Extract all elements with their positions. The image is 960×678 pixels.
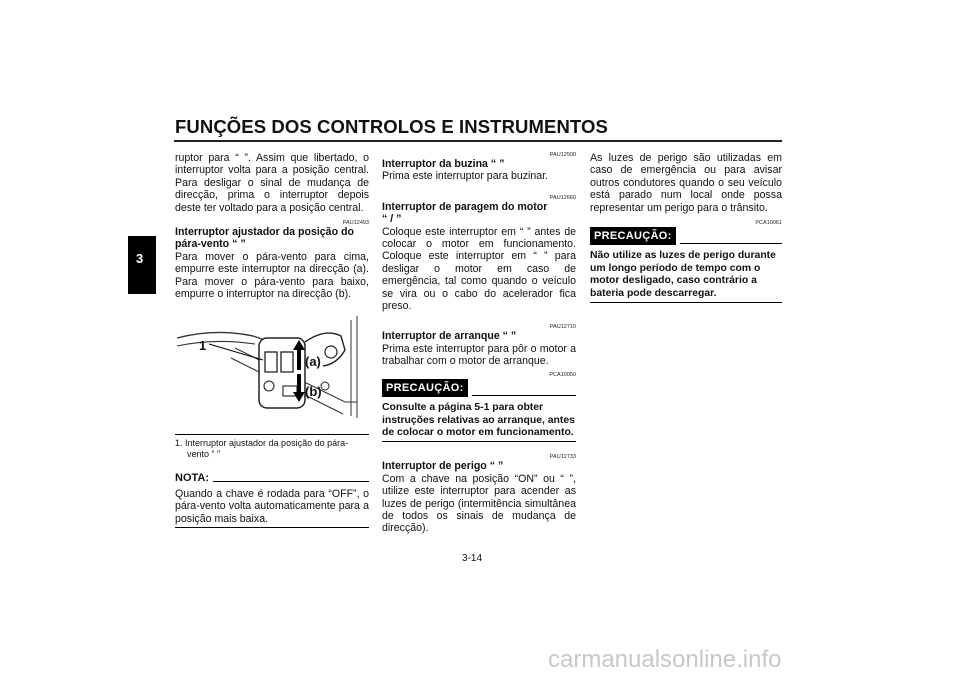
nota-header bbox=[175, 472, 369, 484]
hazard-switch-text: Com a chave na posição “ON” ou “ ”, utilize este interruptor para acender as luzes de perigo (intermitência simultânea de todos os sinais de mudança de direcção). bbox=[382, 472, 576, 535]
start-switch-text: Prima este interruptor para pôr o motor a trabalhar com o motor de arranque. bbox=[382, 342, 576, 368]
section-code: PAU12500 bbox=[549, 152, 576, 158]
figure-callout-1: 1 bbox=[199, 337, 207, 353]
hazard-lights-text: As luzes de perigo são utilizadas em caso de emergência ou para avisar outros condutores quando o seu veículo está parado num local onde possa representar um perigo para o trânsito. bbox=[590, 152, 782, 214]
section-code: PAU12710 bbox=[549, 324, 576, 331]
caution-header bbox=[382, 379, 576, 397]
caution-text: Não utilize as luzes de perigo durante um longo período de tempo com o motor desligado, caso contrário a bateria pode descarregar. bbox=[590, 250, 776, 299]
caution-label: PRECAUÇÃO: bbox=[590, 227, 676, 245]
section-code: PCA10050 bbox=[549, 371, 576, 378]
windshield-switch-heading: Interruptor ajustador da posição do pára-vento “ ” bbox=[175, 226, 354, 251]
caution-end-rule bbox=[382, 441, 576, 442]
column-2 bbox=[382, 152, 576, 535]
nota-rule bbox=[213, 481, 369, 482]
windshield-switch-text: Para mover o pára-vento para cima, empurre este interruptor na direcção (a). Para mover o pára-vento para baixo, empurre o interruptor na direcção (b). bbox=[175, 250, 369, 301]
title-rule bbox=[174, 140, 782, 142]
section-code: PCA10061 bbox=[755, 220, 782, 227]
start-switch-heading: Interruptor de arranque “ ” bbox=[382, 330, 517, 343]
figure-caption: 1. Interruptor ajustador da posição do pára-vento “ ” bbox=[175, 438, 349, 460]
column-3 bbox=[590, 152, 782, 303]
page-number: 3-14 bbox=[462, 553, 483, 564]
engine-stop-heading-icons: “ / ” bbox=[382, 213, 402, 226]
handlebar-illustration bbox=[175, 306, 369, 432]
section-code: PAU12733 bbox=[549, 454, 576, 461]
section-code: PAU12493 bbox=[342, 220, 369, 227]
watermark: carmanualsonline.info bbox=[548, 646, 782, 673]
horn-switch-text: Prima este interruptor para buzinar. bbox=[382, 170, 549, 183]
caution-header bbox=[590, 227, 782, 245]
nota-text: Quando a chave é rodada para “OFF”, o pára-vento volta automaticamente para a posição mais baixa. bbox=[175, 487, 369, 525]
chapter-number: 3 bbox=[136, 251, 144, 266]
intro-paragraph: ruptor para “ ”. Assim que libertado, o interruptor volta para a posição central. Para desligar o sinal de mudança de direcção, prima o interruptor depois deste ter voltado para a posição central. bbox=[175, 152, 369, 214]
section-code: PAU12660 bbox=[549, 194, 576, 201]
horn-switch-heading: Interruptor da buzina “ ” bbox=[382, 158, 505, 170]
handlebar-switch-figure bbox=[175, 306, 369, 432]
caution-text: Consulte a página 5-1 para obter instruções relativas ao arranque, antes de colocar o motor em funcionamento. bbox=[382, 402, 575, 438]
figure-callout-a: (a) bbox=[305, 353, 321, 369]
engine-stop-text: Coloque este interruptor em “ ” antes de colocar o motor em funcionamento. Coloque este interruptor em “ ” para desligar o motor em caso de emergência, tal como quando o veículo se vira ou o cabo do acelerador fica preso. bbox=[382, 225, 576, 313]
caution-rule bbox=[472, 394, 576, 396]
hazard-switch-heading: Interruptor de perigo “ ” bbox=[382, 460, 504, 473]
nota-label: NOTA: bbox=[175, 472, 210, 485]
caution-end-rule bbox=[590, 302, 782, 303]
column-1 bbox=[175, 152, 369, 528]
nota-end-rule bbox=[175, 527, 369, 528]
engine-stop-heading: Interruptor de paragem do motor bbox=[382, 200, 548, 213]
figure-callout-b: (b) bbox=[305, 383, 322, 399]
caution-rule bbox=[680, 242, 782, 244]
page-title: FUNÇÕES DOS CONTROLOS E INSTRUMENTOS bbox=[175, 116, 608, 137]
caution-label: PRECAUÇÃO: bbox=[382, 379, 468, 397]
